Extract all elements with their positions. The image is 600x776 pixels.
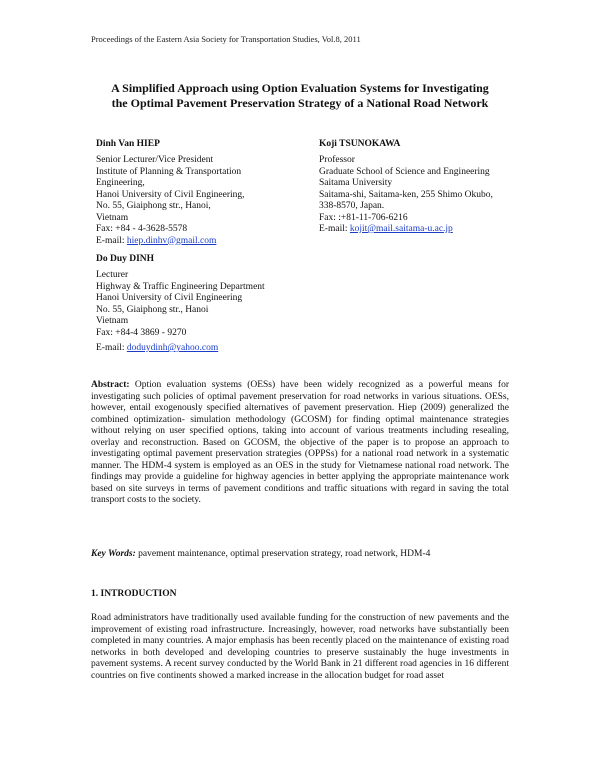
email-label: E-mail: bbox=[319, 224, 350, 234]
author-email-link[interactable]: kojit@mail.saitama-u.ac.jp bbox=[349, 224, 453, 234]
author-block-2 bbox=[319, 139, 539, 236]
author-block-1 bbox=[96, 139, 306, 247]
email-label: E-mail: bbox=[96, 343, 127, 353]
author-name: Dinh Van HIEP bbox=[96, 139, 160, 149]
title-line-1: A Simplified Approach using Option Evaluation Systems for Investigating bbox=[111, 81, 489, 95]
author-affiliation: Professor Graduate School of Science and Engineering Saitama University Saitama-shi, Saitama-ken, 255 Shimo Okubo, 338-8570, Japan. Fax: :+81-11-706-6216 bbox=[319, 155, 493, 223]
abstract-text: Option evaluation systems (OESs) have been widely recognized as a powerful means for investigating such policies of optimal pavement preservation for road networks in various situations. OESs, however, entail exogenously specified alternatives of pavement preservation. Hiep (2009) generalized the combined optimization- simulation methodology (GCOSM) for finding optimal maintenance strategies without relying on user specified options, taking into account of various treatments including resealing, overlay and reconstruction. Based on GCOSM, the objective of the paper is to propose an approach to investigating optimal pavement preservation strategies (OPPSs) for a national road network in a systematic manner. The HDM-4 system is employed as an OES in the study for Vietnamese national road network. The findings may provide a guideline for highway agencies in better applying the appropriate maintenance work based on site surveys in terms of pavement conditions and traffic situations with regard in saving the total transport costs to the society. bbox=[91, 380, 509, 505]
author-email-line bbox=[319, 224, 539, 236]
abstract-label: Abstract: bbox=[91, 380, 130, 390]
title-line-2: the Optimal Pavement Preservation Strategy of a National Road Network bbox=[111, 96, 489, 110]
author-affiliation: Senior Lecturer/Vice President Institute of Planning & Transportation Engineering, Hanoi University of Civil Engineering, No. 55, Giaiphong str., Hanoi, Vietnam Fax: +84 - 4-3628-5578 bbox=[96, 155, 245, 234]
keywords-label: Key Words: bbox=[91, 549, 136, 559]
author-email-link[interactable]: doduydinh@yahoo.com bbox=[126, 343, 219, 353]
proceedings-header: Proceedings of the Eastern Asia Society for Transportation Studies, Vol.8, 2011 bbox=[91, 34, 361, 44]
author-email-link[interactable]: hiep.dinhv@gmail.com bbox=[126, 235, 217, 246]
author-name: Do Duy DINH bbox=[96, 254, 155, 264]
author-email-line bbox=[96, 343, 326, 355]
author-email-line bbox=[96, 236, 306, 248]
email-label: E-mail: bbox=[96, 235, 127, 246]
section-heading: 1. INTRODUCTION bbox=[91, 589, 177, 599]
keywords-text: pavement maintenance, optimal preservation strategy, road network, HDM-4 bbox=[135, 549, 431, 559]
author-affiliation: Lecturer Highway & Traffic Engineering Department Hanoi University of Civil Engineering No. 55, Giaiphong str., Hanoi Vietnam Fax: +84-4 3869 - 9270 bbox=[96, 270, 265, 338]
paper-title bbox=[60, 81, 540, 111]
author-block-3 bbox=[96, 254, 326, 355]
keywords bbox=[91, 549, 509, 561]
abstract bbox=[91, 380, 509, 507]
author-name: Koji TSUNOKAWA bbox=[319, 139, 401, 149]
introduction-paragraph: Road administrators have traditionally used available funding for the construction of new pavements and the improvement of existing road infrastructure. Increasingly, however, road networks have substantially been completed in many countries. A major emphasis has been recently placed on the maintenance of existing road networks in both developed and developing countries to preserve sustainably the huge investments in pavement systems. A recent survey conducted by the World Bank in 21 different road agencies in 16 different countries on five continents showed a marked increase in the allocation budget for road asset bbox=[91, 613, 509, 681]
